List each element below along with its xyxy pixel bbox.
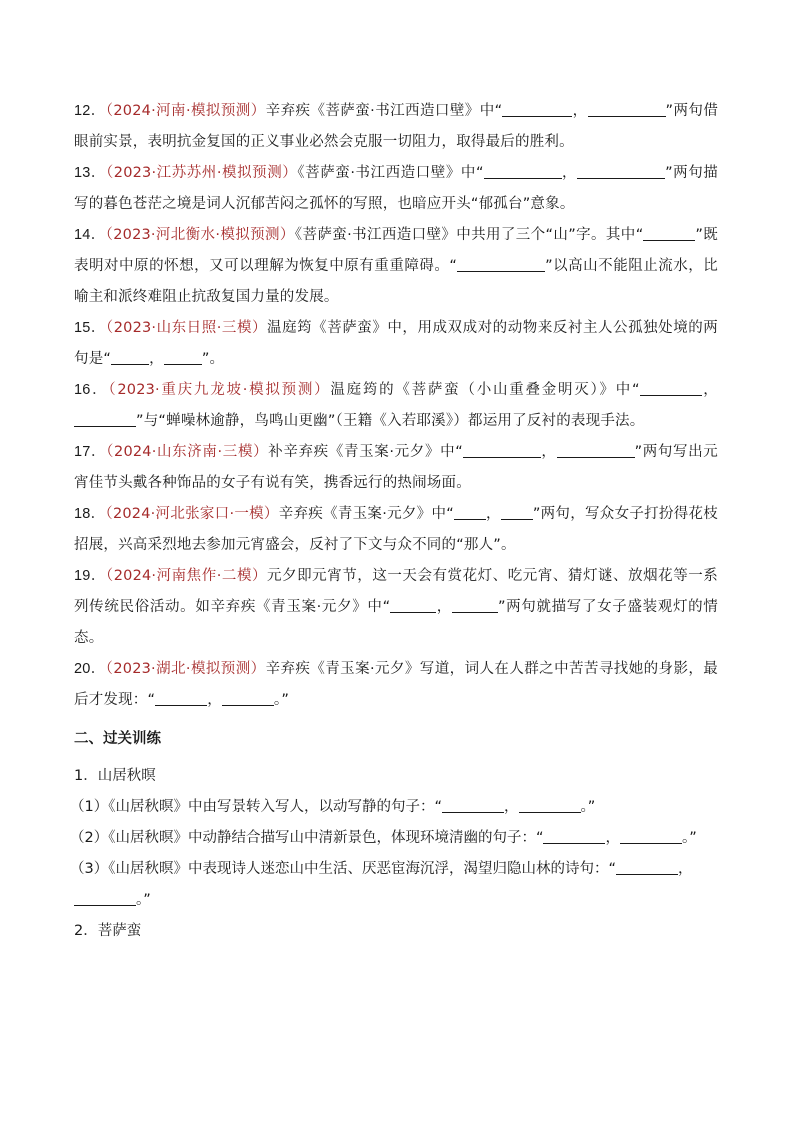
question-source: （2024·河南焦作·二模） xyxy=(105,568,268,584)
question-16 xyxy=(74,375,718,437)
question-19 xyxy=(74,561,718,654)
question-text-mid: ， xyxy=(149,351,164,367)
question-number: 19． xyxy=(74,568,106,584)
sub-question-text-mid: ， xyxy=(605,830,620,846)
answer-blank[interactable] xyxy=(442,798,504,814)
section-title: 二、过关训练 xyxy=(74,731,161,747)
question-number: 17． xyxy=(74,444,107,460)
answer-blank[interactable] xyxy=(111,350,149,366)
question-17 xyxy=(74,437,718,499)
question-13 xyxy=(74,158,718,220)
sub-question-text-pre: （2）《山居秋暝》中动静结合描写山中清新景色，体现环境清幽的句子：“ xyxy=(70,830,544,846)
question-source: （2023·重庆九龙坡·模拟预测） xyxy=(108,382,331,398)
answer-blank[interactable] xyxy=(452,598,498,614)
sub-question-text-post: 。” xyxy=(681,830,697,846)
answer-blank[interactable] xyxy=(640,381,702,397)
question-source: （2023·山东日照·三模） xyxy=(105,320,268,336)
sub-question-text-post: 。” xyxy=(580,799,596,815)
answer-blank[interactable] xyxy=(390,598,436,614)
question-number: 12． xyxy=(74,103,106,119)
question-text-pre: 温庭筠《菩萨蛮》中，用成双成对的动物来反衬主人公孤独处境的两句是“ xyxy=(74,320,718,367)
question-text-post: ”以高山不能阻止流水，比喻主和派终难阻止抗敌复国力量的发展。 xyxy=(74,258,718,305)
question-number: 13． xyxy=(74,165,106,181)
question-text-post: ”两句，写众女子打扮得花枝招展，兴高采烈地去参加元宵盛会，反衬了下文与众不同的“那人”。 xyxy=(74,506,718,553)
question-text-post: ”。 xyxy=(201,351,225,367)
answer-blank[interactable] xyxy=(484,164,562,180)
question-source: （2024·河南·模拟预测） xyxy=(105,103,266,119)
question-text-pre: 辛弃疾《青玉案·元夕》写道，词人在人群之中苦苦寻找她的身影，最后才发现：“ xyxy=(74,661,718,708)
sub-question-text-mid: ， xyxy=(677,861,693,877)
answer-blank[interactable] xyxy=(164,350,202,366)
sub-question-text-pre: （1）《山居秋暝》中由写景转入写人，以动写静的句子：“ xyxy=(70,799,442,815)
question-number: 20． xyxy=(74,661,106,677)
question-text-pre: 辛弃疾《青玉案·元夕》中“ xyxy=(278,506,454,522)
answer-blank[interactable] xyxy=(643,226,695,242)
answer-blank[interactable] xyxy=(588,102,666,118)
answer-blank[interactable] xyxy=(543,829,605,845)
question-text-mid: ”既表明对中原的怀想，又可以理解为恢复中原有重重障碍。“ xyxy=(74,227,718,274)
question-text-mid: ， xyxy=(485,506,501,522)
answer-blank[interactable] xyxy=(74,412,136,428)
sub-question-3 xyxy=(70,854,718,916)
sub-question-1 xyxy=(70,792,718,823)
question-text-mid: ， xyxy=(561,165,578,181)
question-number: 15． xyxy=(74,320,106,336)
question-number: 18． xyxy=(74,506,106,522)
question-text-mid: ， xyxy=(540,444,557,460)
question-text-mid: ， xyxy=(701,382,718,398)
question-text-pre: 《菩萨蛮·书江西造口壁》中“ xyxy=(297,165,484,181)
question-source: （2024·河北张家口·一模） xyxy=(105,506,279,522)
question-text-pre: 补辛弃疾《青玉案·元夕》中“ xyxy=(268,444,463,460)
question-text-pre: 元夕即元宵节，这一天会有赏花灯、吃元宵、猜灯谜、放烟花等一系列传统民俗活动。如辛弃疾《青玉案·元夕》中“ xyxy=(74,568,718,615)
answer-blank[interactable] xyxy=(74,891,136,907)
answer-blank[interactable] xyxy=(501,505,533,521)
question-15 xyxy=(74,313,718,375)
answer-blank[interactable] xyxy=(577,164,665,180)
group-title-pusaman: 2．菩萨蛮 xyxy=(74,923,142,939)
answer-blank[interactable] xyxy=(463,443,541,459)
answer-blank[interactable] xyxy=(454,505,486,521)
question-text-post: 。” xyxy=(273,692,290,708)
answer-blank[interactable] xyxy=(519,798,581,814)
question-text-pre: 温庭筠的《菩萨蛮（小山重叠金明灭）》中“ xyxy=(330,382,640,398)
question-text-pre: 辛弃疾《菩萨蛮·书江西造口壁》中“ xyxy=(265,103,503,119)
answer-blank[interactable] xyxy=(155,691,207,707)
question-number: 14． xyxy=(74,227,106,243)
answer-blank[interactable] xyxy=(616,860,678,876)
question-20 xyxy=(74,654,718,716)
question-14 xyxy=(74,220,718,313)
sub-question-2 xyxy=(70,823,718,854)
question-source: （2023·湖北·模拟预测） xyxy=(105,661,266,677)
question-number: 16． xyxy=(74,382,109,398)
question-text-post: ”两句借眼前实景，表明抗金复国的正义事业必然会克服一切阻力，取得最后的胜利。 xyxy=(74,103,719,150)
question-text-pre: 《菩萨蛮·书江西造口壁》中共用了三个“山”字。其中“ xyxy=(294,227,644,243)
sub-question-text-pre: （3）《山居秋暝》中表现诗人迷恋山中生活、厌恶宦海沉浮，渴望归隐山林的诗句：“ xyxy=(70,861,616,877)
answer-blank[interactable] xyxy=(502,102,572,118)
question-source: （2024·山东济南·三模） xyxy=(106,444,269,460)
question-text-mid: ， xyxy=(572,103,588,119)
answer-blank[interactable] xyxy=(620,829,682,845)
question-text-post: ”与“蝉噪林逾静，鸟鸣山更幽”（王籍《入若耶溪》）都运用了反衬的表现手法。 xyxy=(136,413,645,429)
sub-question-text-mid: ， xyxy=(504,799,519,815)
question-text-post: ”两句描写的暮色苍茫之境是词人沉郁苦闷之孤怀的写照，也暗应开头“郁孤台”意象。 xyxy=(74,165,718,212)
answer-blank[interactable] xyxy=(557,443,635,459)
question-18 xyxy=(74,499,718,561)
answer-blank[interactable] xyxy=(457,257,545,273)
question-text-post: ”两句就描写了女子盛装观灯的情态。 xyxy=(74,599,718,646)
question-text-post: ”两句写出元宵佳节头戴各种饰品的女子有说有笑，携香远行的热闹场面。 xyxy=(74,444,719,491)
question-12 xyxy=(74,96,718,158)
question-text-mid: ， xyxy=(207,692,222,708)
question-source: （2023·河北衡水·模拟预测） xyxy=(105,227,295,243)
question-source: （2023·江苏苏州·模拟预测） xyxy=(105,165,298,181)
question-text-mid: ， xyxy=(436,599,452,615)
answer-blank[interactable] xyxy=(222,691,274,707)
sub-question-text-post: 。” xyxy=(136,892,151,908)
group-title-shanju-qiuming: 1．山居秋暝 xyxy=(74,768,156,784)
